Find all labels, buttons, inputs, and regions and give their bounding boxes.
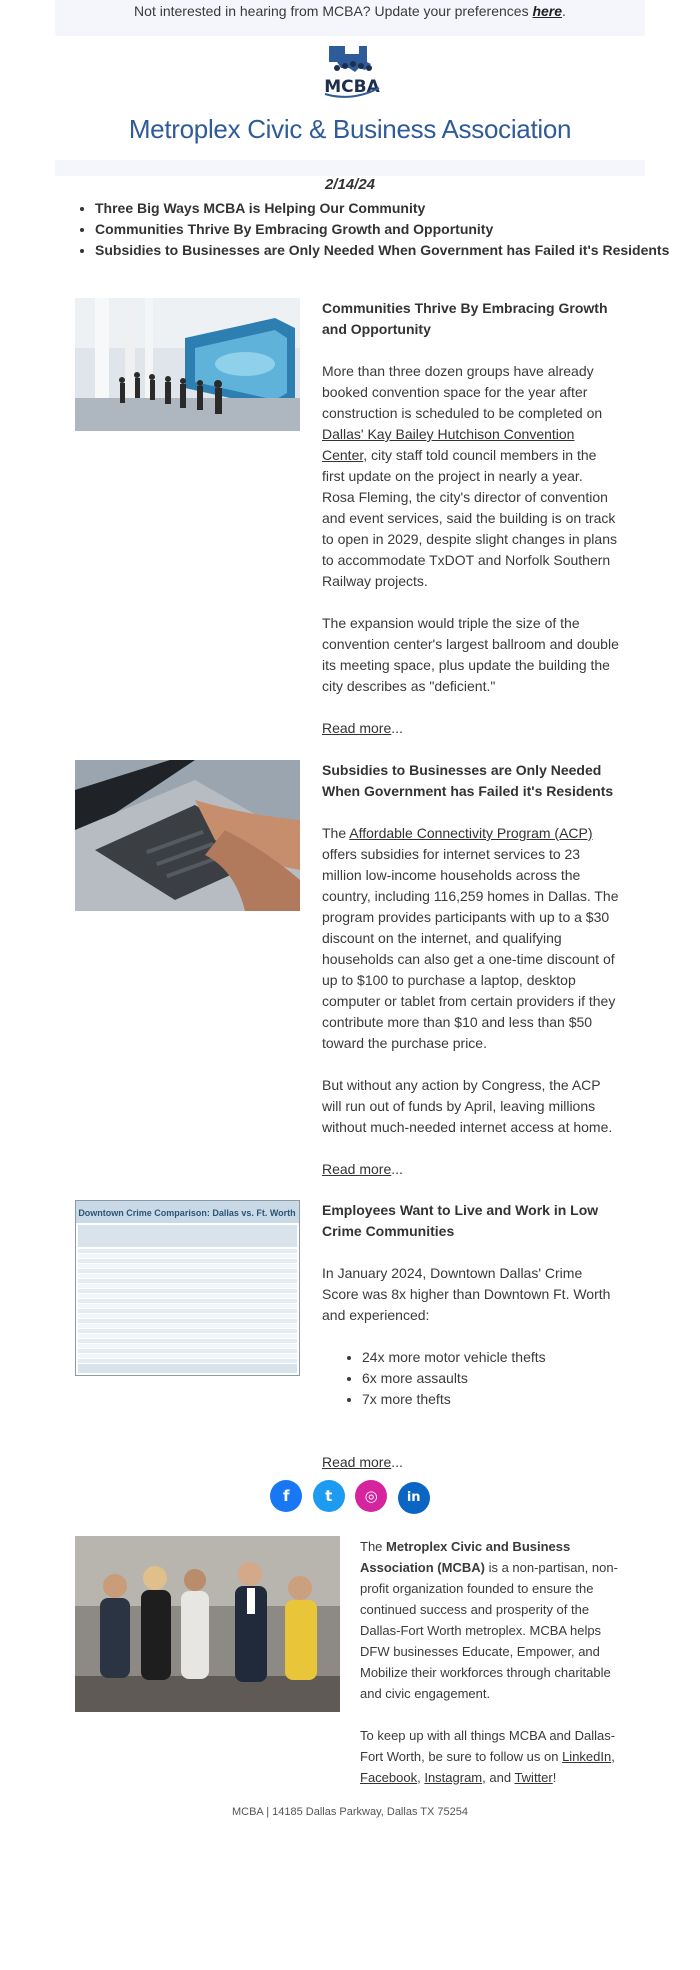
linkedin-link[interactable]: LinkedIn (562, 1749, 612, 1764)
article-text: , city staff told council members in the first update on the project in nearly a year. (322, 447, 597, 484)
linkedin-icon[interactable]: in (398, 1482, 430, 1514)
acp-link[interactable]: Affordable Connectivity Program (ACP) (349, 825, 593, 841)
crime-stat-item: • 6x more assaults (362, 1368, 622, 1389)
instagram-icon[interactable]: ◎ (355, 1480, 387, 1512)
article-paragraph (322, 823, 622, 1054)
about-text: is a non-partisan, non-profit organization founded to ensure the continued success and prosperity of the Dallas-Fort Worth metroplex. MCBA helps DFW businesses Educate, Empower, and Mobilize their workforces through charitable and civic engagement. (360, 1560, 618, 1701)
crime-comparison-image (75, 1200, 300, 1376)
facebook-link[interactable]: Facebook (360, 1770, 418, 1785)
highlight-item: • Three Big Ways MCBA is Helping Our Community (95, 198, 669, 219)
crime-image-title: Downtown Crime Comparison: Dallas vs. Ft. Worth (78, 1208, 296, 1218)
highlight-item: • Communities Thrive By Embracing Growth and Opportunity (95, 219, 669, 240)
about-org-name: Metroplex Civic and Business Association (MCBA) (360, 1539, 571, 1575)
ellipsis: ... (391, 1454, 403, 1470)
instagram-link[interactable]: Instagram (424, 1770, 483, 1785)
preferences-bar (55, 0, 645, 36)
twitter-link[interactable]: Twitter (514, 1770, 553, 1785)
crime-stat-item: • 7x more thefts (362, 1389, 622, 1410)
article-paragraph: Rosa Fleming, the city's director of convention and event services, said the building is on track to open in 2029, despite slight changes in plans to accommodate TxDOT and Norfolk Southern Railway projects. (322, 489, 617, 589)
about-text: , (417, 1770, 425, 1785)
article-paragraph: In January 2024, Downtown Dallas' Crime Score was 8x higher than Downtown Ft. Worth and experienced: (322, 1265, 611, 1323)
read-more-link[interactable]: Read more (322, 1454, 392, 1470)
preferences-text: Not interested in hearing from MCBA? Update your preferences (134, 3, 533, 19)
laptop-typing-image (75, 760, 300, 911)
mcba-logo (315, 42, 389, 102)
about-paragraph (360, 1536, 620, 1704)
highlight-item: • Subsidies to Businesses are Only Needed When Government has Failed it's Residents (95, 240, 669, 261)
read-more-link[interactable]: Read more (322, 1161, 392, 1177)
article-convention-center (322, 298, 622, 739)
article-title: Communities Thrive By Embracing Growth and Opportunity (322, 300, 608, 337)
networking-event-photo (75, 1536, 340, 1712)
crime-stats-list (322, 1347, 622, 1410)
preferences-link[interactable]: here (532, 3, 563, 19)
issue-date: 2/14/24 (324, 176, 376, 193)
convention-center-link[interactable]: Dallas' Kay Bailey Hutchison Convention Center (322, 426, 575, 463)
about-follow (360, 1725, 620, 1788)
about-text: ! (552, 1770, 557, 1785)
article-text: More than three dozen groups have already booked convention space for the year after construction is scheduled to be completed on (322, 363, 603, 421)
article-title: Employees Want to Live and Work in Low Crime Communities (322, 1202, 599, 1239)
header-divider (55, 160, 645, 176)
preferences-trail: . (562, 3, 566, 19)
social-links (0, 1480, 700, 1514)
article-text: offers subsidies for internet services to 23 million low-income households across the country, including 116,259 homes in Dallas. The program provides participants with up to a $30 discount on the internet, and qualifying households can also get a one-time discount of up to $100 to purchase a laptop, desktop computer or tablet from certain providers if they contribute more than $10 and less than $50 toward the purchase price. (322, 846, 619, 1051)
about-text: , and (482, 1770, 515, 1785)
about-mcba (360, 1536, 620, 1788)
highlights-list (75, 198, 669, 261)
ellipsis: ... (391, 720, 403, 736)
twitter-icon[interactable]: t (313, 1480, 345, 1512)
footer-address: MCBA | 14185 Dallas Parkway, Dallas TX 75254 (231, 1806, 468, 1818)
crime-stat-item: • 24x more motor vehicle thefts (362, 1347, 622, 1368)
article-acp-subsidies (322, 760, 622, 1180)
facebook-icon[interactable]: f (270, 1480, 302, 1512)
newsletter-header (55, 36, 645, 160)
association-name: Metroplex Civic & Business Association (128, 114, 572, 144)
convention-center-image (75, 298, 300, 431)
logo-text: MCBA (324, 77, 380, 97)
ellipsis: ... (391, 1161, 403, 1177)
article-paragraph (322, 361, 622, 487)
article-paragraph: The expansion would triple the size of the convention center's largest ballroom and double its meeting space, plus update the building the city describes as "deficient." (322, 615, 619, 694)
article-paragraph: But without any action by Congress, the ACP will run out of funds by April, leaving millions without much-needed internet access at home. (322, 1077, 613, 1135)
article-title: Subsidies to Businesses are Only Needed When Government has Failed it's Residents (322, 762, 614, 799)
read-more-link[interactable]: Read more (322, 720, 392, 736)
about-text: , (611, 1749, 615, 1764)
about-text: The (360, 1539, 387, 1554)
about-text: To keep up with all things MCBA and Dallas-Fort Worth, be sure to follow us on (360, 1728, 616, 1764)
article-crime-comparison (322, 1200, 622, 1473)
article-text: The (322, 825, 350, 841)
